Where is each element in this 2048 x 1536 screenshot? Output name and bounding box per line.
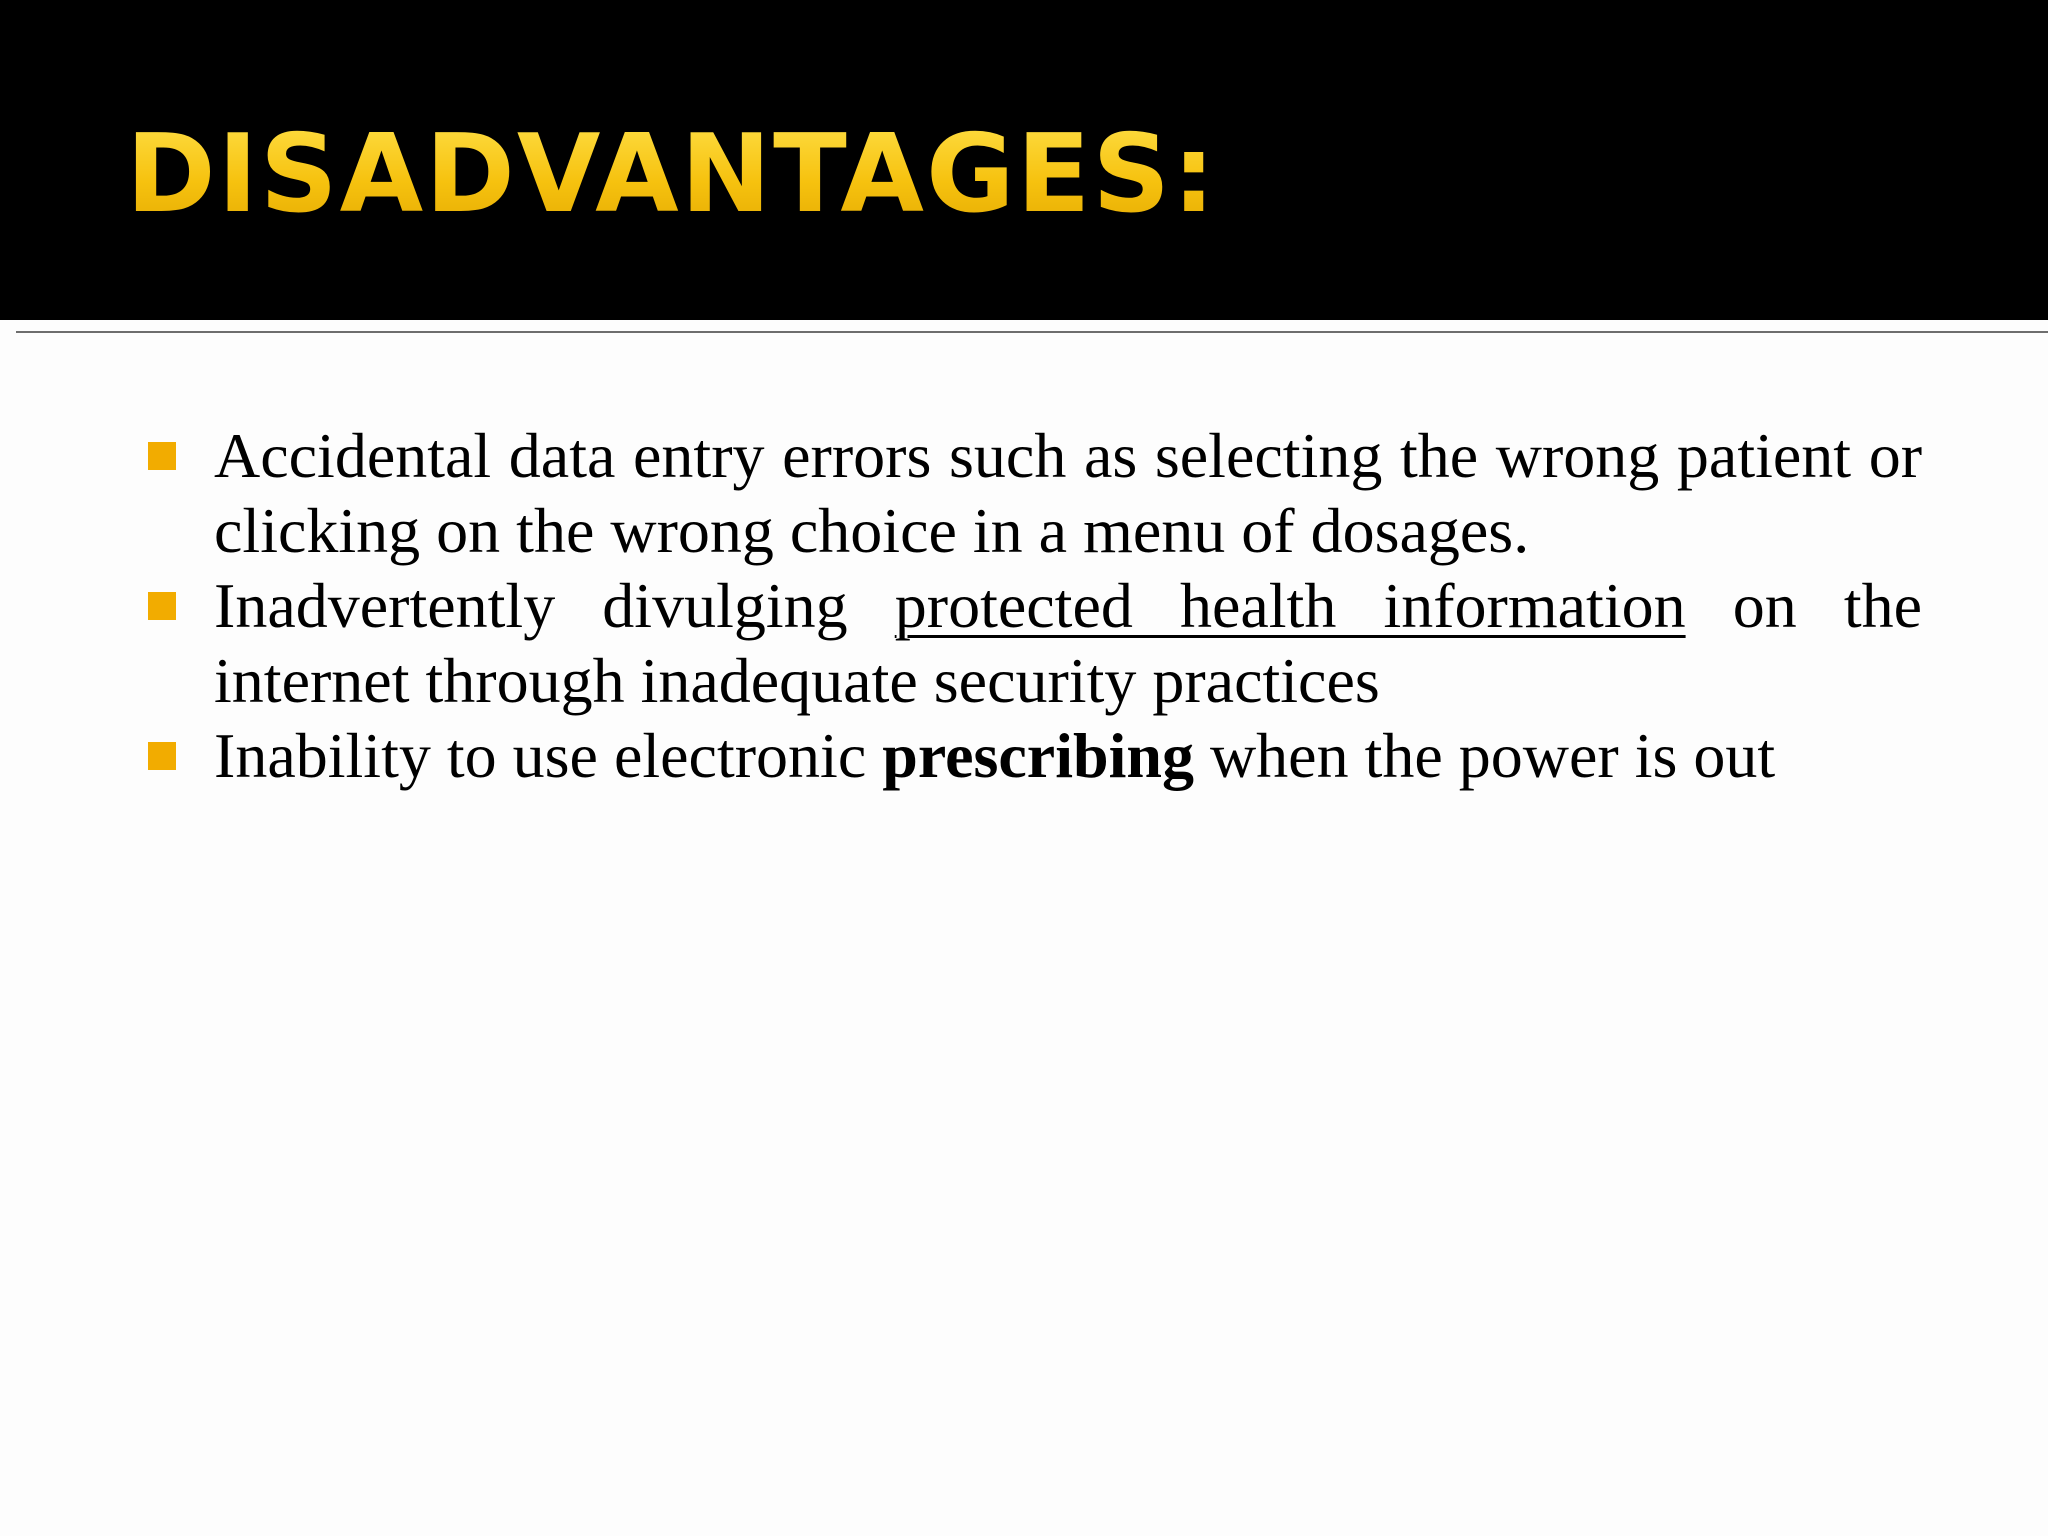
bullet-text-start: Inability to use electronic — [214, 720, 883, 791]
bullet-text: Accidental data entry errors such as selecting the wrong patient or clicking on the wrong choice in a menu of dosages. — [214, 420, 1922, 566]
bullet-list — [148, 418, 1922, 793]
bullet-item-data-entry-errors — [148, 418, 1922, 568]
title-bar — [0, 0, 2048, 320]
bullet-text-end: when the power is out — [1193, 720, 1776, 791]
bullet-text-end: on the internet through inadequate security practices — [214, 570, 1922, 716]
title-divider — [16, 331, 2048, 333]
square-bullet-icon — [148, 592, 176, 620]
bold-term-prescribing: prescribing — [882, 720, 1194, 791]
bullet-item-divulging-information — [148, 568, 1922, 718]
bullet-text-start: Inadvertently divulging — [214, 570, 895, 641]
square-bullet-icon — [148, 442, 176, 470]
protected-health-information-link[interactable]: protected health information — [894, 570, 1686, 641]
bullet-item-power-outage — [148, 718, 1922, 793]
square-bullet-icon — [148, 742, 176, 770]
slide-title: DISADVANTAGES: — [126, 110, 1217, 240]
